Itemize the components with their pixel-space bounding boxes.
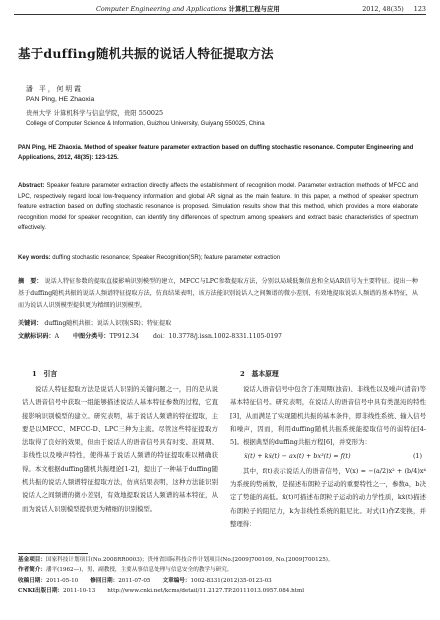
received-value: 2011-05-10 [45, 577, 79, 584]
authors-cn: 潘 平，何明霞 [26, 85, 83, 93]
doc-code-label: 文献标识码： [18, 333, 55, 340]
fund-label: 基金项目： [18, 557, 46, 563]
footnote-author [18, 565, 422, 575]
doi [153, 331, 282, 340]
header-rule [14, 14, 426, 15]
authors-en: PAN Ping, HE Zhaoxia [26, 96, 95, 103]
revised-label: 修回日期： [90, 577, 119, 584]
revised-value: 2011-07-05 [118, 577, 151, 584]
doi-value: 10.3778/j.issn.1002-8331.1105-0197 [168, 333, 282, 340]
keywords-en-text: duffing stochastic resonance; Speaker Recognition(SR); feature parameter extraction [52, 255, 281, 261]
equation-1 [230, 449, 426, 464]
issue-info: 2012, 48(35) [362, 5, 404, 13]
section-1-heading: 1 引言 [32, 370, 58, 378]
section-1-paragraph: 说话人特征提取方法是说话人识别的关键问题之一，目的是从说话人语音信号中获取一组能够描述说话人基本特征参数的过程，它直接影响识别模型的建立。研究表明，基于说话人频谱的特征提取，主要是以MFCC、MFCC-D、LPC三种为主流。尽管这些特征提取方法取得了良好的效果，但由于说话人的语音信号具有时变、准周期、非线性以及噪声特性，使得基于说话人频谱的特征提取难以精确获得。本文根据duffing随机共振理论[1-2]，提出了一种基于duffing随机共振的说话人频谱特征提取方法，仿真结果表明，这种方法能识别说话人之间频谱的微小差别，有效地提取说话人频谱的基本特征，从而为说话人识别模型提供更为精细的识别模型。 [22, 385, 218, 513]
section-2-heading: 2 基本原理 [240, 370, 279, 378]
paper-title: 基于duffing随机共振的说话人特征提取方法 [18, 46, 274, 61]
journal-name-en: Computer Engineering and Applications [96, 5, 227, 13]
left-column [22, 368, 218, 516]
received-label: 收稿日期： [18, 577, 46, 584]
cnki-date [18, 586, 95, 596]
journal-name [96, 4, 280, 13]
affiliation-cn: 贵州大学 计算机科学与信息学院，贵阳 550025 [26, 109, 164, 117]
footnote-rule [18, 553, 88, 554]
fund-text: 国家科技计划项目(No.2008RR0003)；贵州省国际科技合作计划项目(No.[2009]700109, No.[2009]700125)。 [45, 557, 334, 563]
cnki-label: CNKI出版日期： [18, 587, 64, 594]
section-2-paragraph-2: 其中，f(t)表示说话人的语音信号，V(x) = −(a/2)x² + (b/4)x⁴为系统的势函数，是描述布朗粒子运动的重要特性之一，参数a，b决定了势能的高低。ẍ(t)可描述布朗粒子运动的动力学性质，kẋ(t)描述布朗粒子的阻尼力，k为非线性系统的阻尼比。对式(1)作Z变换，并整理得： [230, 466, 426, 528]
abstract-cn-text: 说话人特征参数的提取直接影响识别模型的建立，MFCC与LPC参数提取方法，分别以局域低频信息和全局AR信号为主要特征。提出一种基于duffing随机共振的说话人频谱特征提取方法，仿真结果表明，该方法能识别说话人之间频谱的微小差别，有效地提取说话人频谱的基本特征，从而为说话人识别模型提供更为精细的识别模型。 [18, 278, 419, 309]
running-header [14, 2, 426, 13]
keywords-en [18, 254, 418, 264]
abstract-en [18, 181, 418, 234]
classification-meta [18, 331, 418, 340]
footnote-fund [18, 555, 422, 565]
cnki-date-value: 2011-10-13 [63, 587, 96, 594]
clc-code-value: TP912.34 [109, 333, 140, 340]
page-number: 123 [413, 5, 426, 13]
equation-1-number: (1) [412, 452, 422, 461]
author-bio-label: 作者简介： [18, 567, 46, 574]
affiliation-en: College of Computer Science & Information, Guizhou University, Guiyang 550025, China [26, 120, 265, 127]
doc-code-value: A [54, 333, 59, 340]
doc-code [18, 331, 59, 340]
right-column [230, 368, 426, 531]
doi-label: doi： [153, 333, 169, 340]
abstract-en-label: Abstract: [18, 183, 45, 189]
abstract-cn [18, 276, 418, 311]
section-2-paragraph-1: 说话人语音信号中包含了准周期(浊音)、非线性以及噪声(清音)等基本特征信号。研究表明，在说话人的语音信号中具有类混沌的特性[3]，从而满足了实现随机共振的基本条件，即非线性系统、输入信号和噪声，因而，利用duffing随机共振系统能提取信号的弱特征[4-5]。根据典型的duffing共振方程[6]，并变形为： [230, 385, 426, 447]
received-date [18, 576, 78, 586]
footnote-cnki [18, 586, 422, 596]
article-number [163, 576, 272, 586]
citation: PAN Ping, HE Zhaoxia. Method of speaker feature parameter extraction based on duffing stochastic resonance. Computer Engineering and Applications, 2012, 48(35): 123-125. [18, 145, 414, 161]
abstract-en-text: Speaker feature parameter extraction directly affects the establishment of recognition model. Parameter extraction methods of MFCC and LPC, respectively regard local low-frequency information and global AR signal as the main feature. In this paper, a method of speaker spectrum feature extraction based on duffing stochastic resonance is proposed. Simulation results show that this method, which provides a more elaborate recognition model for speaker recognition, can identify tiny differences of spectrum among speakers and extract basic characteristics of spectrum effectively. [18, 183, 418, 232]
article-number-value: 1002-8331(2012)35-0123-03 [190, 577, 272, 584]
abstract-cn-label: 摘 要： [18, 278, 43, 285]
footnote-dates [18, 576, 422, 586]
revised-date [90, 576, 150, 586]
article-number-label: 文章编号： [162, 577, 191, 584]
author-bio-text: 潘平(1962—)，男，副教授，主要从事信息处理与信息安全的教学与研究。 [45, 567, 233, 574]
keywords-en-label: Key words: [18, 255, 51, 261]
keywords-cn-text: duffing随机共振；说话人识别(SR)；特征提取 [44, 320, 172, 327]
cnki-url: http://www.cnki.net/kcms/detail/11.2127.TP.20111013.0957.084.html [107, 587, 305, 594]
keywords-cn [18, 318, 418, 327]
clc-code [73, 331, 139, 340]
footnote [18, 555, 422, 596]
keywords-cn-label: 关键词： [18, 320, 43, 327]
equation-1-formula: ẍ(t) + kẋ(t) − ax(t) + bx³(t) = f(t) [244, 452, 351, 461]
journal-name-cn: 计算机工程与应用 [228, 5, 280, 13]
clc-code-label: 中图分类号： [72, 333, 110, 340]
